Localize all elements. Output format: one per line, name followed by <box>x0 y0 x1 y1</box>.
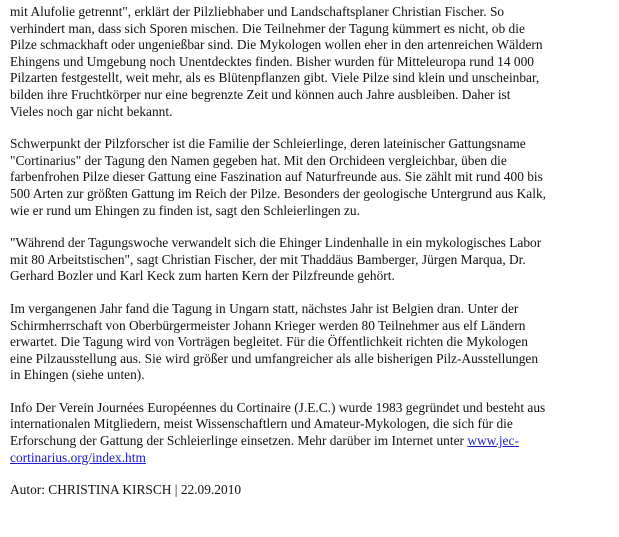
text-line: Ehingens und Umgebung noch Unentdecktes finden. Bisher wurden für Mitteleuropa rund 14 000 <box>10 53 534 69</box>
text-line: erwartet. Die Tagung wird von Vorträgen begleitet. Für die Öffentlichkeit richten die Mykologen <box>10 334 528 350</box>
jec-website-link-continued[interactable]: cortinarius.org/index.htm <box>10 449 146 465</box>
text-line: mit 80 Arbeitstischen", sagt Christian Fischer, der mit Thaddäus Bamberger, Jürgen Marqua, Dr. <box>10 251 526 267</box>
text-line: internationalen Mitgliedern, meist Wissenschaftlern und Amateur-Mykologen, die sich für die <box>10 416 513 432</box>
paragraph-4 <box>10 301 611 384</box>
text-line: Pilze schmackhaft oder ungenießbar sind. Die Mykologen wollen eher in den artenreichen Wäldern <box>10 37 543 53</box>
author-line <box>10 482 611 499</box>
info-paragraph <box>10 400 611 466</box>
text-line <box>10 450 611 467</box>
paragraph-2 <box>10 136 611 219</box>
text-line: bilden ihre Fruchtkörper nur eine begrenzte Zeit und können auch Jahre ausbleiben. Daher ist <box>10 86 511 102</box>
info-text: Erforschung der Gattung der Schleierlinge einsetzen. Mehr darüber im Internet unter <box>10 433 468 449</box>
text-line: Schirmherrschaft von Oberbürgermeister Johann Krieger werden 80 Teilnehmer aus elf Ländern <box>10 317 526 333</box>
text-line: farbenfrohen Pilze dieser Gattung eine Faszination auf Naturfreunde aus. Sie zählt mit rund 400 bis <box>10 169 543 185</box>
text-line: 500 Arten zur größten Gattung im Reich der Pilze. Besonders der geologische Untergrund aus Kalk, <box>10 185 546 201</box>
text-line: Gerhard Bozler und Karl Keck zum harten Kern der Pilzfreunde gehört. <box>10 268 395 284</box>
paragraph-1 <box>10 4 611 120</box>
text-line: Info Der Verein Journées Européennes du Cortinaire (J.E.C.) wurde 1983 gegründet und besteht aus <box>10 399 546 415</box>
text-line: "Cortinarius" der Tagung den Namen gegeben hat. Mit den Orchideen vergleichbar, üben die <box>10 152 507 168</box>
text-line: mit Alufolie getrennt", erklärt der Pilzliebhaber und Landschaftsplaner Christian Fischer. So <box>10 4 505 19</box>
text-line: Vieles noch gar nicht bekannt. <box>10 103 173 119</box>
text-line <box>10 433 611 450</box>
text-line: verhindert man, dass sich Sporen mischen. Die Teilnehmer der Tagung kümmert es nicht, ob die <box>10 20 525 36</box>
author-credit: Autor: CHRISTINA KIRSCH | 22.09.2010 <box>10 482 242 498</box>
text-line: wie er rund um Ehingen zu finden ist, sagt den Schleierlingen zu. <box>10 202 360 218</box>
paragraph-3 <box>10 235 611 285</box>
text-line: Pilzarten festgestellt, weit mehr, als es Blütenpflanzen gibt. Viele Pilze sind klein und unscheinbar, <box>10 70 540 86</box>
text-line: Im vergangenen Jahr fand die Tagung in Ungarn statt, nächstes Jahr ist Belgien dran. Unter der <box>10 300 519 316</box>
text-line: Schwerpunkt der Pilzforscher ist die Familie der Schleierlinge, deren lateinischer Gattungsname <box>10 136 526 152</box>
text-line: "Während der Tagungswoche verwandelt sich die Ehinger Lindenhalle in ein mykologisches Labor <box>10 235 542 251</box>
text-line: in Ehingen (siehe unten). <box>10 367 145 383</box>
jec-website-link[interactable]: www.jec- <box>467 433 519 449</box>
text-line: eine Pilzausstellung aus. Sie wird größer und umfangreicher als alle bisherigen Pilz-Ausstellungen <box>10 350 539 366</box>
